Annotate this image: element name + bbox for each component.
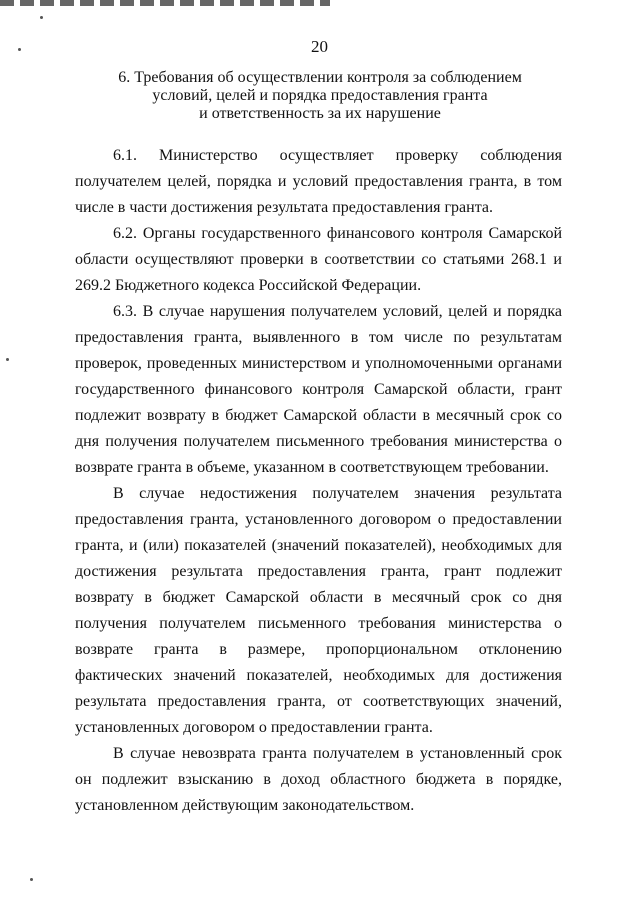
paragraph-non-return: В случае невозврата гранта получателем в установленный срок он подлежит взысканию в доход областного бюджета в порядке, установленном действующим законодательством. — [75, 745, 562, 814]
paragraph-non-achievement: В случае недостижения получателем значения результата предоставления гранта, установленного договором о предоставлении гранта, и (или) показателей (значений показателей), необходимых для достижения результата предоставления гранта, грант подлежит возврату в бюджет Самарской области в месячный срок со дня получения получателем письменного требования министерства о возврате гранта в размере, пропорциональном отклонению фактических значений показателей, необходимых для достижения результата предоставления гранта, от соответствующих значений, установленных договором о предоставлении гранта. — [75, 485, 562, 736]
document-body — [75, 143, 562, 819]
section-heading — [60, 69, 580, 123]
paragraph-6-3: 6.3. В случае нарушения получателем условий, целей и порядка предоставления гранта, выявленного в том числе по результатам проверок, проведенных министерством и уполномоченными органами государственного финансового контроля Самарской области, грант подлежит возврату в бюджет Самарской области в месячный срок со дня получения получателем письменного требования министерства о возврате гранта в объеме, указанном в соответствующем требовании. — [75, 303, 562, 476]
scan-speck — [40, 16, 43, 19]
scan-speck — [30, 878, 33, 881]
page-number: 20 — [311, 37, 328, 56]
section-heading-line: 6. Требования об осуществлении контроля за соблюдением — [118, 69, 522, 86]
scan-speck — [6, 358, 9, 361]
paragraph-6-1: 6.1. Министерство осуществляет проверку соблюдения получателем целей, порядка и условий предоставления гранта, в том числе в части достижения результата предоставления гранта. — [75, 147, 562, 216]
section-heading-line: условий, целей и порядка предоставления гранта — [152, 87, 488, 104]
paragraph-6-2: 6.2. Органы государственного финансового контроля Самарской области осуществляют проверки в соответствии со статьями 268.1 и 269.2 Бюджетного кодекса Российской Федерации. — [75, 225, 562, 294]
scan-artifact-top — [0, 0, 330, 6]
section-heading-line: и ответственность за их нарушение — [199, 105, 441, 122]
